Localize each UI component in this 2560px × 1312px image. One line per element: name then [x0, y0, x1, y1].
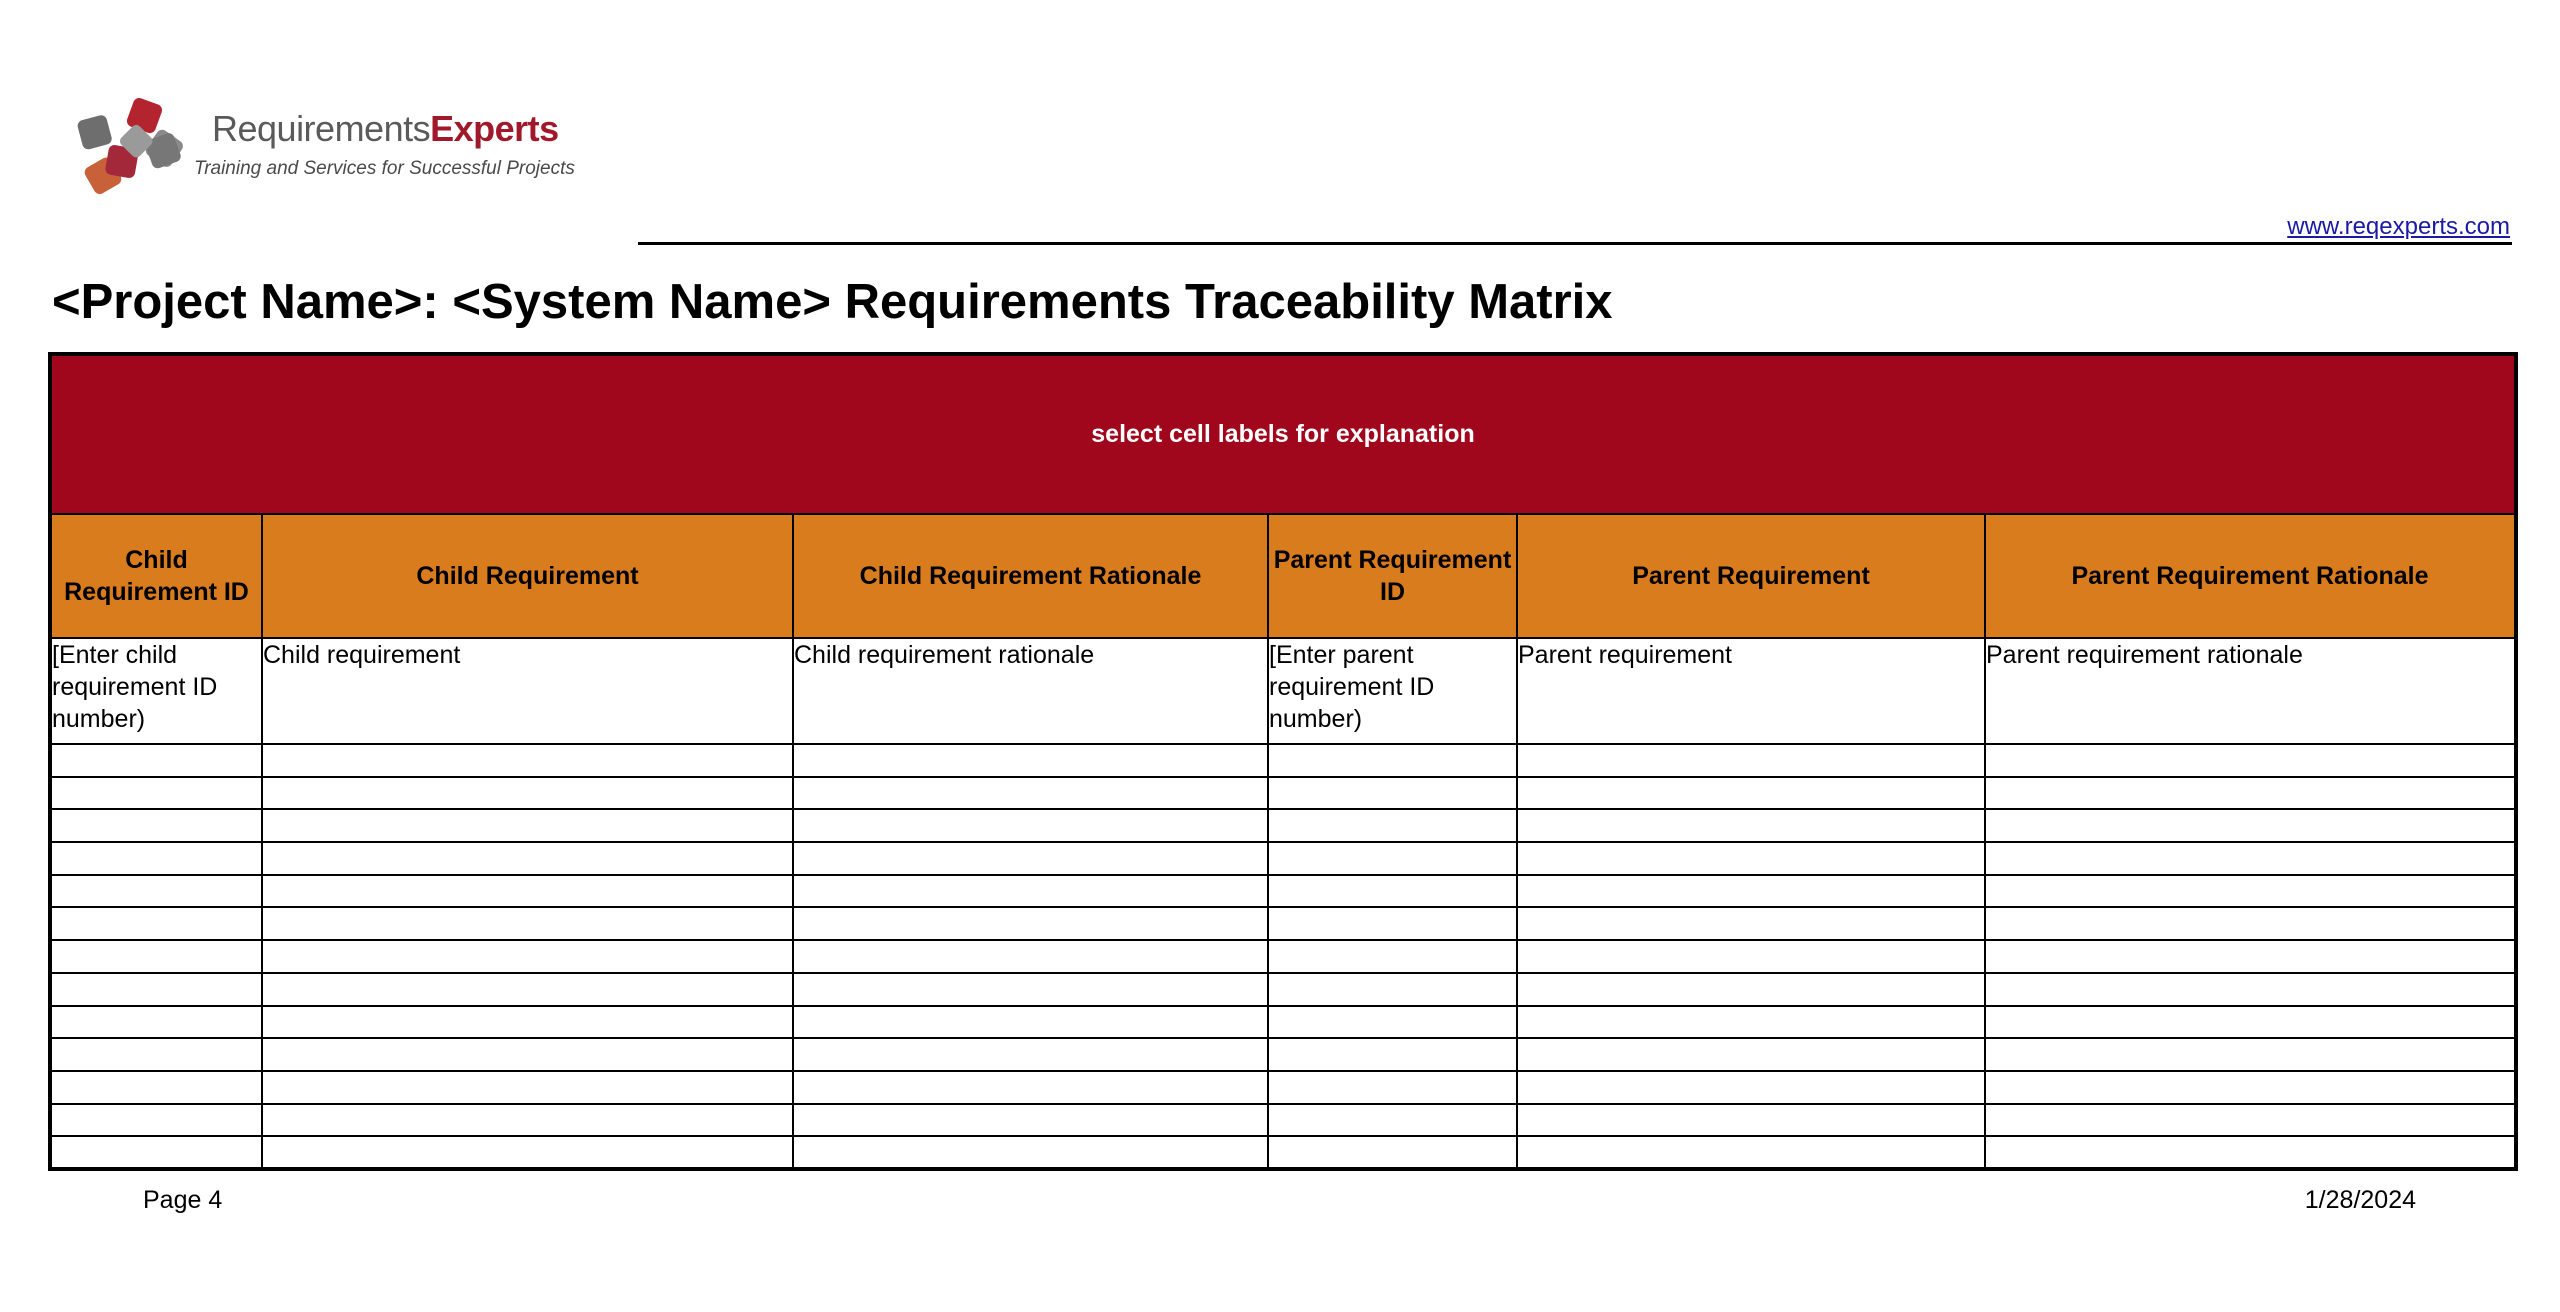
blank-cell[interactable] [262, 1071, 793, 1104]
cell-parent-requirement[interactable]: Parent requirement [1517, 638, 1985, 744]
cell-child-requirement-id[interactable]: [Enter child requirement ID number) [50, 638, 262, 744]
header-parent-requirement-id[interactable]: Parent Requirement ID [1268, 514, 1517, 638]
blank-cell[interactable] [1517, 744, 1985, 777]
blank-cell[interactable] [1985, 809, 2516, 842]
blank-cell[interactable] [1985, 744, 2516, 777]
header-parent-requirement[interactable]: Parent Requirement [1517, 514, 1985, 638]
blank-cell[interactable] [1517, 1006, 1985, 1039]
header-divider [638, 242, 2512, 245]
header-child-requirement-id[interactable]: Child Requirement ID [50, 514, 262, 638]
blank-cell[interactable] [50, 1006, 262, 1039]
blank-cell[interactable] [262, 842, 793, 875]
table-row [50, 1006, 2516, 1039]
blank-cell[interactable] [50, 809, 262, 842]
blank-cell[interactable] [1985, 940, 2516, 973]
blank-cell[interactable] [793, 1104, 1268, 1137]
blank-cell[interactable] [1985, 1104, 2516, 1137]
blank-cell[interactable] [1268, 744, 1517, 777]
blank-cell[interactable] [262, 1104, 793, 1137]
brand-name-part2: Experts [430, 108, 559, 149]
blank-cell[interactable] [1985, 907, 2516, 940]
blank-cell[interactable] [1517, 1136, 1985, 1169]
blank-cell[interactable] [1985, 973, 2516, 1006]
blank-cell[interactable] [50, 940, 262, 973]
column-header-row [50, 514, 2516, 638]
table-row [50, 638, 2516, 744]
cell-parent-requirement-rationale[interactable]: Parent requirement rationale [1985, 638, 2516, 744]
blank-cell[interactable] [1268, 940, 1517, 973]
page-title: <Project Name>: <System Name> Requirements Traceability Matrix [52, 275, 1613, 329]
cell-child-requirement-rationale[interactable]: Child requirement rationale [793, 638, 1268, 744]
blank-cell[interactable] [50, 973, 262, 1006]
header-child-requirement[interactable]: Child Requirement [262, 514, 793, 638]
table-row [50, 1038, 2516, 1071]
blank-cell[interactable] [50, 842, 262, 875]
print-date: 1/28/2024 [2304, 1186, 2416, 1214]
blank-cell[interactable] [50, 1071, 262, 1104]
company-logo [62, 82, 642, 212]
blank-cell[interactable] [1985, 1038, 2516, 1071]
blank-cell[interactable] [793, 907, 1268, 940]
blank-cell[interactable] [262, 875, 793, 908]
table-row [50, 907, 2516, 940]
blank-cell[interactable] [50, 907, 262, 940]
blank-cell[interactable] [793, 973, 1268, 1006]
blank-cell[interactable] [1517, 907, 1985, 940]
blank-cell[interactable] [1517, 875, 1985, 908]
table-row [50, 973, 2516, 1006]
blank-cell[interactable] [1517, 809, 1985, 842]
blank-cell[interactable] [50, 744, 262, 777]
header-parent-requirement-rationale[interactable]: Parent Requirement Rationale [1985, 514, 2516, 638]
table-row [50, 940, 2516, 973]
blank-cell[interactable] [1517, 1071, 1985, 1104]
blank-cell[interactable] [1268, 1071, 1517, 1104]
blank-cell[interactable] [1517, 1104, 1985, 1137]
blank-cell[interactable] [1268, 1104, 1517, 1137]
logo-mark-icon [62, 82, 202, 212]
blank-cell[interactable] [793, 1136, 1268, 1169]
table-row [50, 1104, 2516, 1137]
blank-cell[interactable] [1268, 907, 1517, 940]
page-number: Page 4 [143, 1186, 223, 1214]
blank-cell[interactable] [1268, 875, 1517, 908]
website-link[interactable]: www.reqexperts.com [2287, 213, 2510, 240]
blank-cell[interactable] [1268, 842, 1517, 875]
blank-cell[interactable] [1985, 1136, 2516, 1169]
blank-cell[interactable] [262, 1038, 793, 1071]
blank-cell[interactable] [793, 1071, 1268, 1104]
table-row [50, 809, 2516, 842]
banner-row [50, 354, 2516, 514]
blank-cell[interactable] [1268, 1038, 1517, 1071]
brand-name [212, 108, 559, 150]
blank-cell[interactable] [1268, 777, 1517, 810]
blank-cell[interactable] [1268, 809, 1517, 842]
blank-cell[interactable] [793, 777, 1268, 810]
blank-cell[interactable] [262, 809, 793, 842]
blank-cell[interactable] [50, 1136, 262, 1169]
blank-cell[interactable] [1517, 842, 1985, 875]
blank-cell[interactable] [1268, 1136, 1517, 1169]
table-row [50, 1136, 2516, 1169]
blank-cell[interactable] [50, 1038, 262, 1071]
blank-cell[interactable] [262, 907, 793, 940]
blank-cell[interactable] [262, 777, 793, 810]
cell-child-requirement[interactable]: Child requirement [262, 638, 793, 744]
blank-cell[interactable] [1517, 973, 1985, 1006]
table-row [50, 1071, 2516, 1104]
blank-cell[interactable] [262, 940, 793, 973]
blank-cell[interactable] [262, 973, 793, 1006]
blank-cell[interactable] [1268, 973, 1517, 1006]
brand-name-part1: Requirements [212, 108, 431, 149]
table-row [50, 875, 2516, 908]
traceability-matrix-table [48, 352, 2518, 1171]
blank-cell[interactable] [262, 1006, 793, 1039]
blank-cell[interactable] [1517, 777, 1985, 810]
table-row [50, 842, 2516, 875]
blank-cell[interactable] [1985, 1006, 2516, 1039]
blank-cell[interactable] [793, 744, 1268, 777]
cell-parent-requirement-id[interactable]: [Enter parent requirement ID number) [1268, 638, 1517, 744]
table-row [50, 777, 2516, 810]
blank-cell[interactable] [50, 1104, 262, 1137]
blank-cell[interactable] [793, 875, 1268, 908]
explanation-banner[interactable]: select cell labels for explanation [50, 354, 2516, 514]
blank-cell[interactable] [262, 1136, 793, 1169]
blank-cell[interactable] [1985, 875, 2516, 908]
table-row [50, 744, 2516, 777]
blank-cell[interactable] [1517, 940, 1985, 973]
blank-cell[interactable] [793, 940, 1268, 973]
blank-cell[interactable] [1985, 777, 2516, 810]
blank-cell[interactable] [793, 842, 1268, 875]
blank-cell[interactable] [793, 1006, 1268, 1039]
blank-cell[interactable] [50, 777, 262, 810]
blank-cell[interactable] [1985, 1071, 2516, 1104]
blank-cell[interactable] [50, 875, 262, 908]
brand-tagline: Training and Services for Successful Projects [194, 158, 575, 179]
blank-cell[interactable] [262, 744, 793, 777]
blank-cell[interactable] [793, 1038, 1268, 1071]
blank-cell[interactable] [793, 809, 1268, 842]
blank-cell[interactable] [1517, 1038, 1985, 1071]
blank-cell[interactable] [1985, 842, 2516, 875]
blank-cell[interactable] [1268, 1006, 1517, 1039]
header-child-requirement-rationale[interactable]: Child Requirement Rationale [793, 514, 1268, 638]
